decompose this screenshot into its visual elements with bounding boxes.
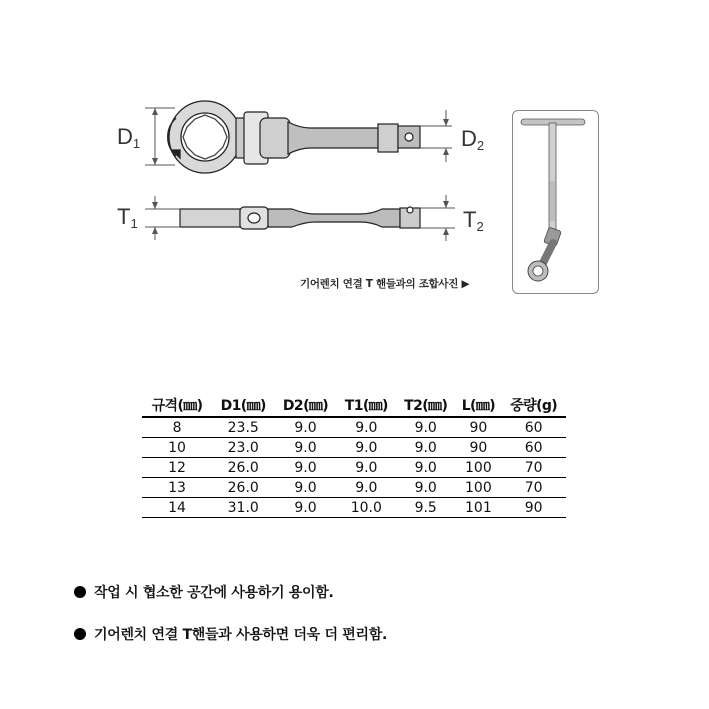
bullet-icon: [74, 628, 86, 640]
table-cell: 9.0: [337, 458, 396, 478]
side-view: [180, 207, 420, 229]
table-row: [142, 438, 566, 458]
table-cell: 9.0: [274, 438, 336, 458]
table-cell: 14: [142, 498, 212, 518]
t2-dimension: [420, 195, 455, 241]
col-header-t1: T1(㎜): [337, 394, 396, 417]
table-cell: 101: [455, 498, 501, 518]
joint: [236, 112, 290, 164]
table-cell: 9.0: [274, 458, 336, 478]
table-cell: 23.0: [212, 438, 274, 458]
table-cell: 100: [455, 478, 501, 498]
t-handle-photo: [512, 110, 599, 294]
table-cell: 13: [142, 478, 212, 498]
table-cell: 23.5: [212, 417, 274, 438]
table-header-row: [142, 394, 566, 417]
table-cell: 60: [501, 417, 566, 438]
table-cell: 31.0: [212, 498, 274, 518]
table-cell: 9.0: [396, 417, 455, 438]
table-row: [142, 478, 566, 498]
table-cell: 9.0: [274, 417, 336, 438]
table-cell: 60: [501, 438, 566, 458]
table-cell: 100: [455, 458, 501, 478]
t1-label: $T_1$: [117, 204, 138, 231]
d1-label: $D_1$: [117, 124, 141, 151]
ratchet-head: [168, 101, 241, 173]
table-cell: 8: [142, 417, 212, 438]
table-row: [142, 417, 566, 438]
wrench-drawing: [0, 0, 709, 320]
table-cell: 9.0: [396, 458, 455, 478]
photo-caption: 기어렌치 연결 T 핸들과의 조합사진 ▶: [300, 278, 470, 290]
table-cell: 9.5: [396, 498, 455, 518]
table-cell: 90: [455, 417, 501, 438]
table-row: [142, 498, 566, 518]
table-cell: 90: [501, 498, 566, 518]
table-cell: 26.0: [212, 458, 274, 478]
note-item: [74, 582, 333, 602]
t2-label: $T_2$: [463, 207, 484, 234]
d2-label: $D_2$: [461, 126, 485, 153]
bullet-icon: [74, 586, 86, 598]
table-cell: 9.0: [337, 417, 396, 438]
note-text: 작업 시 협소한 공간에 사용하기 용이함.: [94, 585, 334, 601]
table-row: [142, 458, 566, 478]
table-cell: 9.0: [274, 498, 336, 518]
table-cell: 9.0: [274, 478, 336, 498]
table-cell: 9.0: [396, 478, 455, 498]
table-cell: 9.0: [337, 478, 396, 498]
table-cell: 70: [501, 478, 566, 498]
col-header-t2: T2(㎜): [396, 394, 455, 417]
table-cell: 70: [501, 458, 566, 478]
col-header-weight: 중량(g): [501, 394, 566, 417]
table-cell: 9.0: [337, 438, 396, 458]
t-handle-illustration: [513, 111, 598, 293]
table-cell: 12: [142, 458, 212, 478]
col-header-d2: D2(㎜): [274, 394, 336, 417]
col-header-size: 규격(㎜): [142, 394, 212, 417]
handle: [288, 122, 420, 154]
col-header-length: L(㎜): [455, 394, 501, 417]
table-cell: 26.0: [212, 478, 274, 498]
table-cell: 10.0: [337, 498, 396, 518]
table-cell: 90: [455, 438, 501, 458]
col-header-d1: D1(㎜): [212, 394, 274, 417]
note-text: 기어렌치 연결 T핸들과 사용하면 더욱 더 편리함.: [94, 627, 387, 643]
table-cell: 9.0: [396, 438, 455, 458]
t1-dimension: [145, 196, 180, 240]
table-cell: 10: [142, 438, 212, 458]
spec-table: [142, 394, 566, 518]
note-item: [74, 624, 387, 644]
